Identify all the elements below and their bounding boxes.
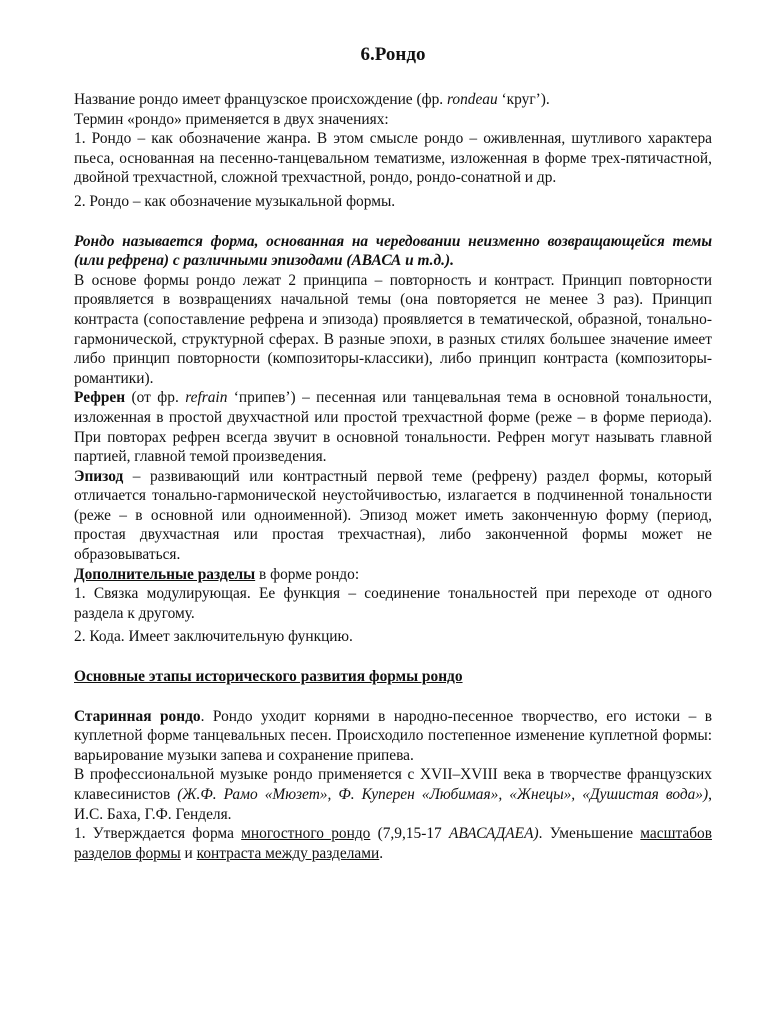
paragraph-refrain: Рефрен (от фр. refrain ‘припев’) – песенная или танцевальная тема в основной тональности, изложенная в простой двухчастной или простой трехчастной форме (реже – в форме периода). При повторах рефрен всегда звучит в основной тональности. Рефрен могут называть главной партией, главной темой произведения. (74, 389, 713, 466)
paragraph-term: Термин «рондо» применяется в двух значениях: (74, 110, 389, 128)
paragraph-extra-sections: Дополнительные разделы в форме рондо: (74, 565, 360, 583)
paragraph-professional-music: В профессиональной музыке рондо применяется с XVII–XVIII века в творчестве французских клавесинистов (Ж.Ф. Рамо «Мюзет», Ф. Куперен «Любимая», «Жнецы», «Душистая вода»), И.С. Баха, Г.Ф. Генделя. (74, 766, 712, 823)
paragraph-coda: 2. Кода. Имеет заключительную функцию. (74, 628, 353, 646)
term-refrain: Рефрен (74, 389, 126, 407)
page-title: 6.Рондо (360, 44, 426, 65)
term-ancient-rondo: Старинная рондо (74, 707, 201, 725)
paragraph-multi-part-rondo: 1. Утверждается форма многостного рондо (7,9,15-17 АВАСАДАЕА). Уменьшение масштабов разделов формы и контраста между разделами. (74, 825, 712, 862)
paragraph-form-meaning: 2. Рондо – как обозначение музыкальной формы. (74, 192, 396, 210)
paragraph-principles: В основе формы рондо лежат 2 принципа – повторность и контраст. Принцип повторности проявляется в возвращениях начальной темы (она повторяется не менее 3 раз). Принцип контраста (сопоставление рефрена и эпизода) проявляется в тематической, образной, тонально-гармонической, структурной сферах. В разные эпохи, в разных стилях большее значение имеет либо принцип повторности (композиторы-классики), либо принцип контраста (композиторы-романтики). (74, 271, 712, 387)
term-episode: Эпизод (74, 467, 124, 485)
paragraph-definition: Рондо называется форма, основанная на чередовании неизменно возвращающейся темы (или рефрена) с различными эпизодами (АВАСА и т.д.). (74, 232, 712, 270)
paragraph-origin: Название рондо имеет французское происхождение (фр. rondeau ‘круг’). (74, 91, 550, 108)
term-extra-sections: Дополнительные разделы (74, 565, 256, 583)
paragraph-link: 1. Связка модулирующая. Ее функция – соединение тональностей при переходе от одного раздела к другому. (74, 585, 712, 622)
paragraph-genre-meaning: 1. Рондо – как обозначение жанра. В этом смысле рондо – оживленная, шутливого характера пьеса, основанная на песенно-танцевальном тематизме, изложенная в форме трех-пятичастной, двойной трехчастной, сложной трехчастной, рондо, рондо-сонатной и др. (74, 130, 712, 187)
paragraph-ancient-rondo: Старинная рондо. Рондо уходит корнями в народно-песенное творчество, его истоки – в куплетной форме танцевальных песен. Происходило постепенное изменение куплетной формы: варьирование музыки запева и сохранение припева. (74, 707, 712, 764)
section-heading-stages: Основные этапы исторического развития формы рондо (74, 668, 463, 686)
paragraph-episode: Эпизод – развивающий или контрастный первой теме (рефрену) раздел формы, который отличается тонально-гармонической неустойчивостью, излагается в подчиненной тональности (реже – в основной или одноименной). Эпизод может иметь законченную форму (период, простая двухчастная или простая трехчастная), либо законченной формы может не образовываться. (74, 467, 712, 564)
